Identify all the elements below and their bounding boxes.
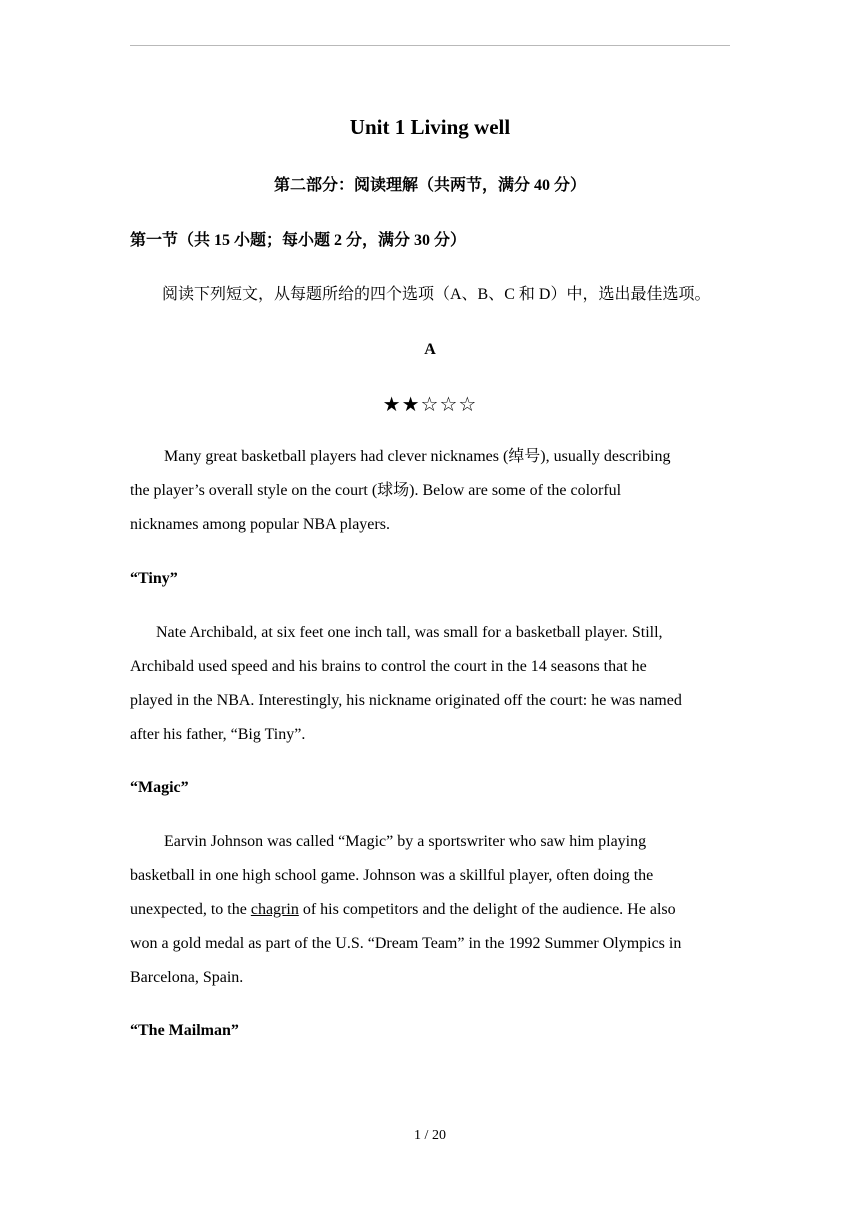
intro-line: the player’s overall style on the court (球场). Below are some of the colorful xyxy=(130,482,622,499)
tiny-line: Archibald used speed and his brains to control the court in the 14 seasons that he xyxy=(130,658,647,675)
magic-line xyxy=(130,893,730,927)
underlined-word: chagrin xyxy=(250,901,299,918)
intro-line: nicknames among popular NBA players. xyxy=(130,516,390,533)
magic-paragraph xyxy=(130,825,730,995)
magic-line: basketball in one high school game. Johnson was a skillful player, often doing the xyxy=(130,867,654,884)
difficulty-stars: ★★☆☆☆ xyxy=(382,392,478,416)
intro-paragraph xyxy=(130,440,730,542)
page-separator: / xyxy=(424,1128,429,1143)
tiny-paragraph xyxy=(130,616,730,752)
page-number: 1 xyxy=(414,1128,422,1143)
header-rule xyxy=(130,45,730,46)
instruction-text: 阅读下列短文，从每题所给的四个选项（A、B、C 和 D）中，选出最佳选项。 xyxy=(162,286,711,303)
magic-line-end: of his competitors and the delight of the audience. He also xyxy=(302,901,676,918)
tiny-line: after his father, “Big Tiny”. xyxy=(130,726,306,743)
page-footer xyxy=(0,1124,860,1148)
section-heading-mailman: “The Mailman” xyxy=(130,1022,239,1039)
tiny-line: played in the NBA. Interestingly, his nickname originated off the court: he was named xyxy=(130,692,682,709)
section-heading-magic: “Magic” xyxy=(130,779,189,796)
magic-line: won a gold medal as part of the U.S. “Dream Team” in the 1992 Summer Olympics in xyxy=(130,935,682,952)
magic-line: Barcelona, Spain. xyxy=(130,969,244,986)
magic-line-start: unexpected, to the xyxy=(130,901,251,918)
total-pages: 20 xyxy=(431,1128,446,1143)
section-heading: 第一节（共 15 小题；每小题 2 分，满分 30 分） xyxy=(130,232,467,249)
document-title: Unit 1 Living well xyxy=(349,115,511,139)
part-heading: 第二部分：阅读理解（共两节，满分 40 分） xyxy=(273,177,586,194)
passage-letter: A xyxy=(424,341,436,358)
tiny-line: Nate Archibald, at six feet one inch tall, was small for a basketball player. Still, xyxy=(156,624,663,641)
magic-line: Earvin Johnson was called “Magic” by a sportswriter who saw him playing xyxy=(164,833,647,850)
section-heading-tiny: “Tiny” xyxy=(130,570,178,587)
intro-line: Many great basketball players had clever nicknames (绰号), usually describing xyxy=(164,448,671,465)
